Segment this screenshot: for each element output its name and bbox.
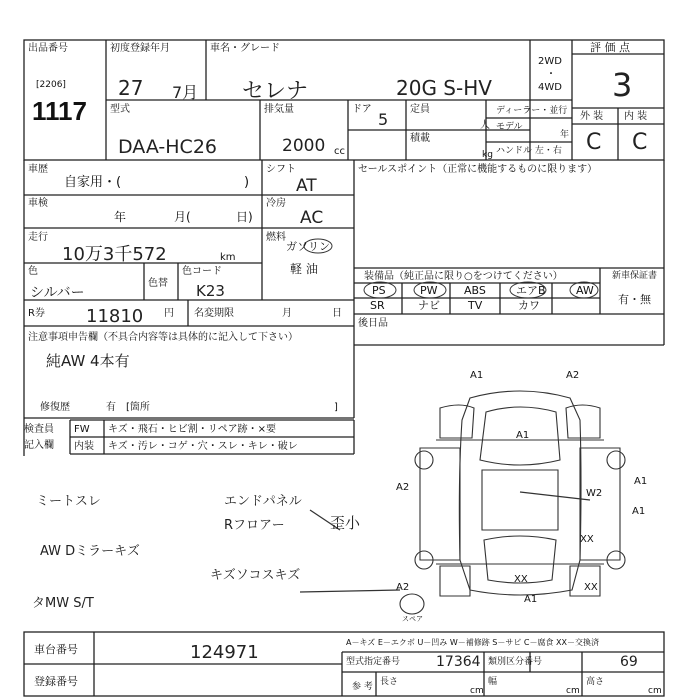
first-registration-year: 27 — [118, 76, 144, 100]
damage-mark: A2 — [396, 482, 410, 493]
remark-item: Rフロアー — [224, 518, 285, 533]
doors-label: ドア — [352, 104, 372, 115]
equip-abs: ABS — [464, 284, 486, 297]
repair-yes: 有 — [106, 402, 116, 413]
name-change-day: 日 — [332, 308, 342, 319]
fuel-diesel: 軽 油 — [290, 262, 318, 276]
aftermarket-label: 後日品 — [358, 318, 388, 329]
damage-mark: A1 — [516, 430, 530, 441]
mileage-value: 10万3千572 — [62, 244, 167, 265]
mileage-label: 走行 — [28, 232, 48, 243]
damage-mark: XX — [514, 574, 528, 585]
reference-label: 参 考 — [352, 682, 373, 692]
remark-item: キズソコスキズ — [210, 568, 301, 583]
score-value: 3 — [612, 66, 633, 104]
color-code-value: K23 — [196, 282, 225, 300]
damage-mark: A1 — [470, 370, 484, 381]
interior-items: キズ・汚レ・コゲ・穴・スレ・キレ・破レ — [108, 441, 298, 452]
displacement-unit: cc — [334, 146, 345, 157]
shift-value: AT — [296, 176, 317, 196]
inspection-year: 年 — [114, 210, 127, 224]
height-label: 高さ — [586, 677, 605, 687]
name-change-label: 名変期限 — [194, 308, 234, 319]
exterior-grade: C — [586, 130, 602, 155]
drive-2wd-label: 2WD — [538, 56, 562, 67]
chassis-label: 車台番号 — [34, 643, 78, 656]
remark-item: エンドパネル — [224, 494, 302, 509]
damage-mark: A1 — [632, 506, 646, 517]
width-unit: cm — [566, 686, 580, 696]
repair-history-label: 修復歴 — [40, 402, 70, 413]
ac-value: AC — [300, 208, 324, 228]
equip-pw: PW — [420, 284, 438, 297]
damage-legend: A－キズ E－エクボ U－凹み W－補修跡 S－サビ C－腐食 XX－交換済 — [346, 638, 600, 647]
first-registration-label: 初度登録年月 — [110, 43, 170, 54]
car-diagram — [400, 391, 625, 614]
damage-mark: A1 — [524, 594, 538, 605]
equip-leather: カワ — [518, 299, 540, 312]
inspection-day: 日) — [236, 210, 253, 224]
doors-value: 5 — [378, 110, 389, 129]
fw-items: キズ・飛石・ヒビ割・リペア跡・×要 — [108, 424, 276, 435]
length-unit: cm — [470, 686, 484, 696]
chassis-value: 124971 — [190, 642, 259, 663]
history-label: 車歴 — [28, 164, 48, 175]
mileage-unit: km — [220, 252, 236, 263]
recycle-label: R券 — [28, 308, 45, 319]
color-label: 色 — [28, 266, 38, 277]
color-code-label: 色コード — [182, 266, 222, 277]
score-label: 評 価 点 — [590, 41, 630, 54]
type-spec-value: 17364 — [436, 654, 481, 670]
lot-date: [2206] — [36, 80, 66, 90]
inspection-month: 月( — [174, 210, 191, 224]
width-label: 幅 — [488, 677, 498, 687]
dealer-label: ディーラー・並行 — [496, 106, 568, 116]
interior-grade: C — [632, 130, 648, 155]
displacement-value: 2000 — [282, 136, 326, 156]
remark-item: タMW S/T — [32, 596, 94, 611]
capacity-unit: 人 — [480, 120, 490, 131]
equip-navi: ナビ — [418, 299, 440, 312]
type-spec-label: 型式指定番号 — [346, 657, 401, 667]
type-value: DAA-HC26 — [118, 136, 217, 158]
damage-mark: XX — [580, 534, 594, 545]
class-value: 69 — [620, 654, 638, 670]
handle-label: ハンドル 左・右 — [496, 146, 562, 156]
load-unit: kg — [482, 150, 493, 160]
fw-label: FW — [74, 424, 90, 435]
repair-place: [箇所 — [126, 402, 150, 413]
equipment-label: 装備品（純正品に限り○をつけてください） — [364, 271, 563, 282]
repair-close: ] — [334, 402, 338, 413]
fuel-label: 燃料 — [266, 232, 286, 243]
history-close: ) — [244, 175, 250, 190]
drive-4wd-label: 4WD — [538, 82, 562, 93]
capacity-label: 定員 — [410, 104, 430, 115]
damage-mark: A1 — [634, 476, 648, 487]
notes-label: 注意事項申告欄（不具合内容等は具体的に記入して下さい） — [28, 332, 298, 343]
equip-ps: PS — [372, 284, 386, 297]
registration-label: 登録番号 — [34, 675, 78, 688]
recycle-value: 11810 — [86, 306, 144, 327]
model-year-label: モデル — [496, 122, 523, 132]
warranty-value: 有・無 — [618, 293, 651, 306]
equip-sr: SR — [370, 299, 385, 312]
sales-point-label: セールスポイント（正常に機能するものに限ります） — [358, 164, 598, 175]
damage-mark: W2 — [586, 488, 603, 499]
color-value: シルバー — [30, 285, 85, 301]
name-change-month: 月 — [282, 308, 292, 319]
inspection-label: 車検 — [28, 198, 48, 209]
shift-label: シフト — [266, 164, 296, 175]
damage-mark: XX — [584, 582, 598, 593]
equip-airbag: エアB — [516, 284, 546, 297]
model-name: セレナ — [242, 79, 309, 104]
first-registration-month: 7月 — [172, 83, 199, 102]
damage-mark: A2 — [566, 370, 580, 381]
load-label: 積載 — [410, 133, 430, 144]
interior-row-label: 内装 — [74, 441, 94, 452]
remark-item: 歪小 — [330, 514, 361, 532]
length-label: 長さ — [380, 677, 399, 687]
model-year-unit: 年 — [560, 130, 570, 140]
warranty-label: 新車保証書 — [612, 271, 658, 281]
equip-aw: AW — [576, 284, 594, 297]
height-unit: cm — [648, 686, 662, 696]
color-change-label: 色替 — [148, 278, 168, 289]
drive-dot: ・ — [546, 69, 556, 80]
recycle-unit: 円 — [164, 308, 174, 319]
model-grade-label: 車名・グレード — [210, 43, 280, 54]
equip-tv: TV — [468, 299, 483, 312]
ac-label: 冷房 — [266, 198, 286, 209]
exterior-label: 外 装 — [580, 111, 604, 122]
lot-number: 1117 — [32, 96, 87, 126]
history-value: 自家用・( — [64, 175, 122, 190]
type-label: 型式 — [110, 104, 130, 115]
entry-label: 記入欄 — [24, 440, 54, 451]
inspector-label: 検査員 — [24, 424, 54, 435]
lot-number-label: 出品番号 — [28, 43, 68, 54]
interior-label: 内 装 — [624, 111, 648, 122]
remark-item: ミートスレ — [36, 494, 101, 509]
notes-value: 純AW 4本有 — [46, 352, 130, 370]
displacement-label: 排気量 — [264, 104, 294, 115]
fuel-gasoline: ガソリン — [286, 240, 330, 253]
model-grade: 20G S-HV — [396, 76, 492, 100]
remark-item: AW Dミラーキズ — [40, 544, 140, 559]
class-label: 類別区分番号 — [488, 657, 543, 667]
spare-label: スペア — [402, 615, 423, 623]
damage-mark: A2 — [396, 582, 410, 593]
